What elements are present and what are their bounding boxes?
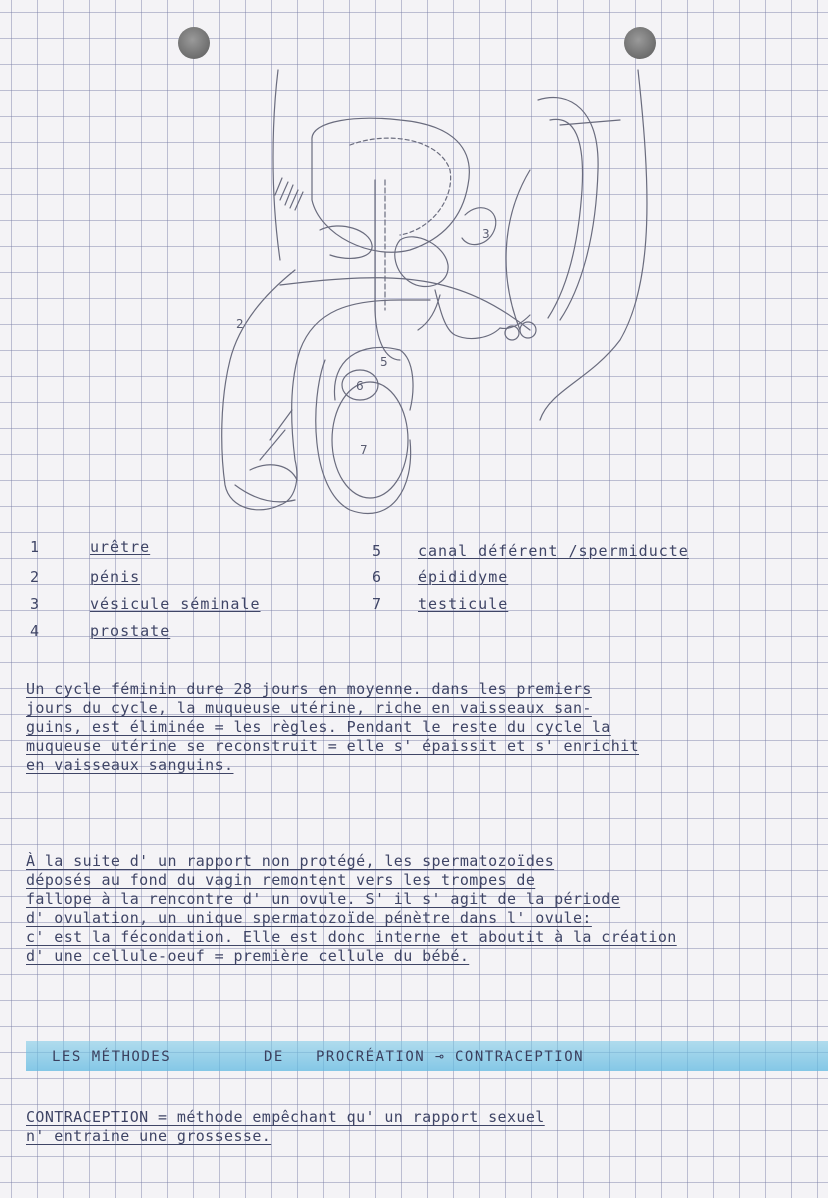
- paragraph-menstrual-cycle: [26, 680, 816, 775]
- text-line: en vaisseaux sanguins.: [26, 756, 234, 774]
- legend-label: épididyme: [418, 568, 509, 586]
- legend-label: prostate: [90, 622, 171, 640]
- legend-number: 2: [30, 568, 40, 586]
- punch-hole-left: [178, 27, 210, 59]
- legend-label: pénis: [90, 568, 141, 586]
- heading-word-methodes: LES MÉTHODES: [52, 1049, 172, 1065]
- legend-item-5: [372, 542, 689, 560]
- legend-item-6: [372, 568, 508, 586]
- diagram-label-6: 6: [356, 379, 364, 393]
- text-line: À la suite d' un rapport non protégé, les spermatozoïdes: [26, 852, 555, 870]
- legend-number: 6: [372, 568, 382, 586]
- diagram-label-3: 3: [482, 227, 490, 241]
- text-line: muqueuse utérine se reconstruit = elle s' épaissit et s' enrichit: [26, 737, 639, 755]
- legend-item-2: [30, 568, 140, 586]
- legend-item-7: [372, 595, 508, 613]
- legend-label: urêtre: [90, 538, 151, 556]
- diagram-label-7: 7: [360, 443, 368, 457]
- text-line: Un cycle féminin dure 28 jours en moyenne. dans les premiers: [26, 680, 592, 698]
- legend-number: 3: [30, 595, 40, 613]
- legend-number: 7: [372, 595, 382, 613]
- text-line: guins, est éliminée = les règles. Pendant le reste du cycle la: [26, 718, 611, 736]
- legend-number: 5: [372, 542, 382, 560]
- legend-label: testicule: [418, 595, 509, 613]
- legend-number: 4: [30, 622, 40, 640]
- penis-outline: [222, 270, 430, 510]
- heading-word-de: DE: [264, 1049, 284, 1065]
- male-reproductive-diagram: [200, 60, 670, 530]
- text-line: jours du cycle, la muqueuse utérine, riche en vaisseaux san-: [26, 699, 592, 717]
- text-line: d' une cellule-oeuf = première cellule du bébé.: [26, 947, 470, 965]
- legend-label: vésicule séminale: [90, 595, 261, 613]
- legend-item-4: [30, 622, 170, 640]
- legend-number: 1: [30, 538, 40, 556]
- heading-word-procreation: PROCRÉATION ⊸ CONTRACEPTION: [316, 1049, 585, 1065]
- text-line: CONTRACEPTION = méthode empêchant qu' un rapport sexuel: [26, 1108, 545, 1126]
- paragraph-contraception: [26, 1108, 816, 1146]
- testicle-outline: [332, 382, 408, 498]
- bladder-outline: [312, 118, 469, 252]
- diagram-label-5: 5: [380, 355, 388, 369]
- text-line: déposés au fond du vagin remontent vers les trompes de: [26, 871, 536, 889]
- text-line: d' ovulation, un unique spermatozoïde pénètre dans l' ovule:: [26, 909, 592, 927]
- section-heading-highlight: [26, 1041, 828, 1071]
- text-line: n' entraine une grossesse.: [26, 1127, 272, 1145]
- legend-item-1: [30, 538, 150, 556]
- punch-hole-right: [624, 27, 656, 59]
- paragraph-fecondation: [26, 852, 816, 966]
- legend-item-3: [30, 595, 261, 613]
- legend-label: canal déférent /spermiducte: [418, 542, 689, 560]
- text-line: fallope à la rencontre d' un ovule. S' il s' agit de la période: [26, 890, 621, 908]
- diagram-label-2: 2: [236, 317, 244, 331]
- text-line: c' est la fécondation. Elle est donc interne et aboutit à la création: [26, 928, 677, 946]
